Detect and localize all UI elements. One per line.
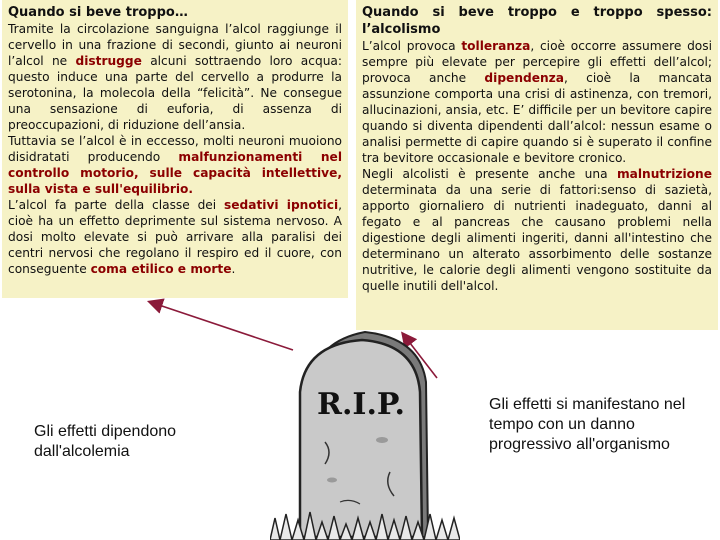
right-p2-text-b: determinata da una serie di fattori:senso di sazietà, apporto giornaliero di nutrienti inadeguato, danni al fegato e al pancreas che causano problemi nella digestione degli alimenti ingeriti, danni all'intestino che determinano un alterato assorbimento delle sostanze nutritive, le calorie degli alimenti vengono sostituite da quelle inutili dell'alcol. [362,183,712,293]
left-p1-text-a: Tramite la circolazione sanguigna l’alcol raggiunge il cervello in una frazione di secondi, giunto ai neuroni l’alcol ne [8,22,342,68]
right-paragraph-1 [362,38,712,166]
right-paragraph-2 [362,166,712,294]
right-p2-highlight: malnutrizione [616,167,712,181]
left-p3-highlight: sedativi ipnotici [224,198,339,212]
right-caption: Gli effetti si manifestano nel tempo con un danno progressivo all'organismo [489,396,686,453]
right-p1-text-a: L’alcol provoca [362,39,462,53]
left-p2-text-a: Tuttavia se l’alcol è in eccesso, molti neuroni muoiono disidratati producendo [8,134,342,164]
right-p1-text-c: , cioè la mancata assunzione comporta una crisi di astinenza, con tremori, allucinazioni, ansia, etc. E’ difficile per un bevitore capire quando si diventa dipendenti dall’alcol: nessun esame o analisi permette di capire quando si è superato il confine tra bevitore occasionale e bevitore cronico. [362,71,713,165]
left-paragraph-1 [8,21,342,133]
left-paragraph-2 [8,133,342,197]
right-p1-highlight: tolleranza [461,39,531,53]
left-caption: Gli effetti dipendono dall'alcolemia [34,423,177,460]
right-p1-highlight-2: dipendenza [484,71,564,85]
left-paragraph-3 [8,197,342,277]
left-p2-highlight: malfunzionamenti nel controllo motorio, sulle capacità intellettive, sulla vista e sull'equilibrio. [8,150,342,196]
left-p3-highlight-2: coma etilico e morte [90,262,232,276]
left-panel-title: Quando si beve troppo… [8,5,188,20]
right-text-panel [356,0,718,330]
tombstone-text: R.I.P. [317,387,405,422]
left-p1-text-b: alcuni sottraendo loro acqua: questo induce una parte del cervello a produrre la serotonina, la molecola della “felicità”. Ne consegue una sensazione di euforia, di assenza di preoccupazioni, di riduzione dell’ansia. [8,54,342,132]
left-p3-text-b: , cioè ha un effetto deprimente sul sistema nervoso. A dosi molto elevate si può arrivare alla paralisi dei centri nervosi che regolano il respiro ed il cuore, con conseguente [8,198,342,276]
left-p3-text-a: L’alcol fa parte della classe dei [8,198,224,212]
left-p3-text-c: . [231,262,236,276]
right-panel-title: Quando si beve troppo e troppo spesso: l’alcolismo [362,5,712,37]
right-p1-text-b: , cioè occorre assumere dosi sempre più elevate per percepire gli effetti dell’alcol; provoca anche [362,39,712,85]
left-p1-highlight: distrugge [75,54,142,68]
tombstone-illustration [270,322,460,540]
left-text-panel [2,0,348,298]
right-p2-text-a: Negli alcolisti è presente anche una [362,167,617,181]
